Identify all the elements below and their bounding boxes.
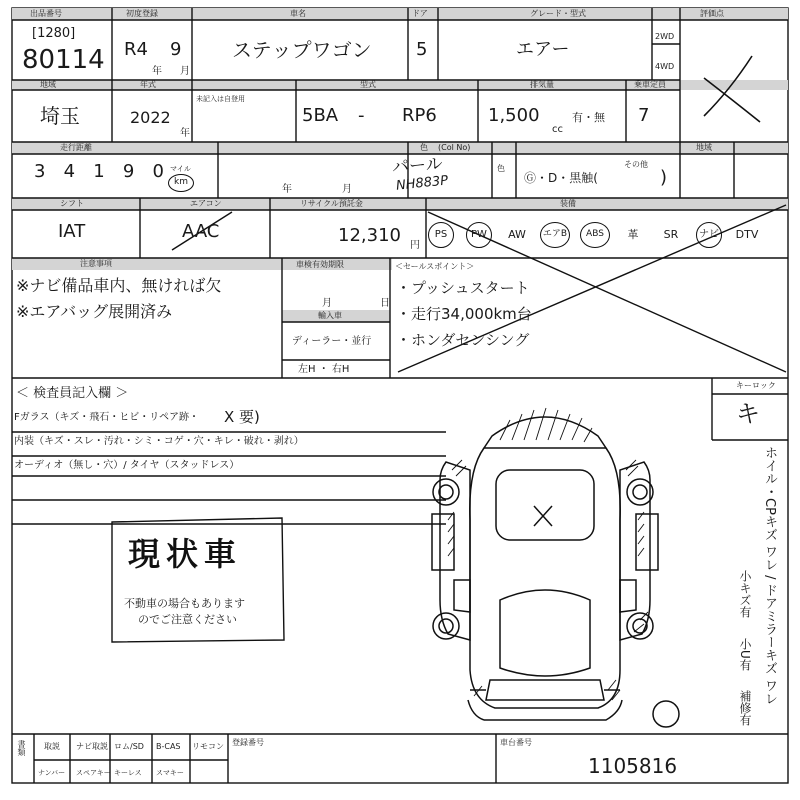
label-grade: グレード・型式 <box>530 9 586 18</box>
label-2wd: 2WD <box>655 32 675 41</box>
region: 埼玉 <box>40 104 80 128</box>
dealer-label: ディーラー・並行 <box>292 336 372 347</box>
sales-point: ・プッシュスタート <box>396 279 530 297</box>
stamp-title: 現状車 <box>128 535 243 573</box>
mileage-digits <box>34 162 164 188</box>
mile-digit: 4 <box>63 161 76 182</box>
mile-unit: マイル <box>170 165 191 173</box>
uwmu: 有・無 <box>572 111 605 124</box>
side-note: 小U有 <box>738 638 752 671</box>
equip-leather: 革 <box>627 228 639 241</box>
label-eval: 評価点 <box>700 9 724 18</box>
month-char: 月 <box>180 66 190 77</box>
bottom-cell: B-CAS <box>156 742 181 751</box>
label-4wd: 4WD <box>655 62 675 71</box>
reg-note: 未記入は自登用 <box>196 95 245 103</box>
displacement: 1,500 <box>488 105 540 126</box>
recycle-fee: 12,310 <box>338 225 401 246</box>
label-seats: 乗車定員 <box>634 80 666 89</box>
bottom-cell: スマキー <box>156 769 184 777</box>
cc-unit: cc <box>552 124 563 135</box>
label-cc: 排気量 <box>530 80 554 89</box>
inspect-year-char: 年 <box>282 184 292 195</box>
label-region-2: 地域 <box>696 143 712 152</box>
label-sales: ＜セールスポイント＞ <box>395 262 475 271</box>
label-mileage: 走行距離 <box>60 143 92 152</box>
key-mark: キ <box>736 400 760 428</box>
label-color: 色 <box>420 143 428 152</box>
side-note: 小キズ有 <box>738 570 752 618</box>
note-line: ※エアバッグ展開済み <box>16 302 173 321</box>
yen-unit: 円 <box>410 240 420 251</box>
fglass-mark: X 要) <box>224 408 260 426</box>
bottom-docs-label: 書類 <box>17 740 26 756</box>
color: パール <box>391 154 444 178</box>
side-note: 補修有 <box>738 690 752 726</box>
lot-number: 80114 <box>22 45 105 75</box>
year-char-2: 年 <box>180 128 190 139</box>
label-trans: シフト <box>60 199 84 208</box>
sales-point: ・ホンダセンシング <box>396 331 530 349</box>
inspection-month: 月 <box>322 298 332 309</box>
label-region: 地域 <box>40 80 56 89</box>
handle-label: 左H ・ 右H <box>298 364 350 375</box>
body-number: 1105816 <box>588 754 678 778</box>
inspector-line: 内装（キズ・スレ・汚れ・シミ・コゲ・穴・キレ・破れ・剥れ） <box>14 436 304 447</box>
car-diagram <box>432 417 679 727</box>
equip-aw: AW <box>508 228 526 241</box>
inspector-header: ＜ 検査員記入欄 ＞ <box>16 386 129 401</box>
label-recycle: リサイクル預託金 <box>300 199 363 208</box>
color-label: 色 <box>497 164 505 173</box>
reg-number-label: 登録番号 <box>232 738 264 747</box>
bottom-cell: ロム/SD <box>114 742 144 751</box>
bottom-cell: ナンバー <box>38 769 66 777</box>
equip-navi: ナビ <box>696 222 722 248</box>
model-code: RP6 <box>402 105 437 126</box>
label-inspection: 車検有効期限 <box>296 260 344 269</box>
sales-point: ・走行34,000km台 <box>396 305 532 323</box>
equip-airbag: エアB <box>540 222 570 248</box>
bottom-cell: リモコン <box>192 742 224 751</box>
side-note: ホイル・CPキズ ワレ / ドアミラーキズ ワレ <box>762 446 777 705</box>
body-number-label: 車台番号 <box>500 738 532 747</box>
label-ac: エアコン <box>190 199 222 208</box>
equip-dtv: DTV <box>735 228 759 241</box>
label-import: 輸入車 <box>318 311 342 320</box>
bottom-cell: 取説 <box>44 742 60 751</box>
transmission: IAT <box>58 221 86 242</box>
mile-digit: 1 <box>93 161 105 182</box>
equip-abs: ABS <box>580 222 610 248</box>
capacity: 7 <box>638 105 650 126</box>
label-year: 年式 <box>140 80 156 89</box>
car-name: ステップワゴン <box>232 38 372 62</box>
bottom-cell: キーレス <box>114 769 142 777</box>
note-line: ※ナビ備品車内、無ければ欠 <box>16 276 222 295</box>
mile-digit: 0 <box>152 161 164 182</box>
reg-month: 9 <box>170 39 182 60</box>
bottom-cell: ナビ取説 <box>76 742 108 751</box>
mile-digit: 3 <box>34 161 46 182</box>
label-equip: 装備 <box>560 199 576 208</box>
inspector-line: Fガラス（キズ・飛石・ヒビ・リペア跡・ <box>14 412 200 423</box>
label-notes: 注意事項 <box>80 259 112 268</box>
label-serial: 出品番号 <box>30 9 62 18</box>
label-first-reg: 初度登録 <box>126 9 158 18</box>
bottom-cell: スペアキー <box>76 769 111 777</box>
inspection-day: 日 <box>380 298 390 309</box>
km-unit: km <box>168 174 194 192</box>
year: 2022 <box>130 108 171 127</box>
stamp-line: 不動車の場合もあります <box>124 597 245 610</box>
color-options: Ⓖ・D・黒触( <box>524 171 598 185</box>
year-char: 年 <box>152 66 162 77</box>
ac-type: AAC <box>182 221 220 242</box>
label-type: 型式 <box>360 80 376 89</box>
equip-pw: PW <box>466 222 492 248</box>
lot-code: [1280] <box>32 26 76 41</box>
label-keylock: キーロック <box>736 381 776 390</box>
stamp-line: のでご注意ください <box>138 613 237 626</box>
model-prefix: 5BA <box>302 105 339 126</box>
reg-era: R4 <box>124 39 148 60</box>
label-doors: ドア <box>412 9 428 18</box>
label-color-no: (Col No) <box>438 143 471 152</box>
color-close: ) <box>660 167 668 188</box>
grade: エアー <box>516 39 570 60</box>
color-other: その他 <box>624 160 648 169</box>
mile-digit: 9 <box>122 161 135 182</box>
model-dash: - <box>358 105 365 126</box>
doors: 5 <box>416 39 428 60</box>
equip-ps: PS <box>428 222 454 248</box>
inspect-month-char: 月 <box>342 184 352 195</box>
label-model-name: 車名 <box>290 9 306 18</box>
color-code: NH883P <box>395 173 449 194</box>
inspector-line: オーディオ（無し・穴）/ タイヤ（スタッドレス） <box>14 460 240 471</box>
equip-sr: SR <box>663 228 679 241</box>
